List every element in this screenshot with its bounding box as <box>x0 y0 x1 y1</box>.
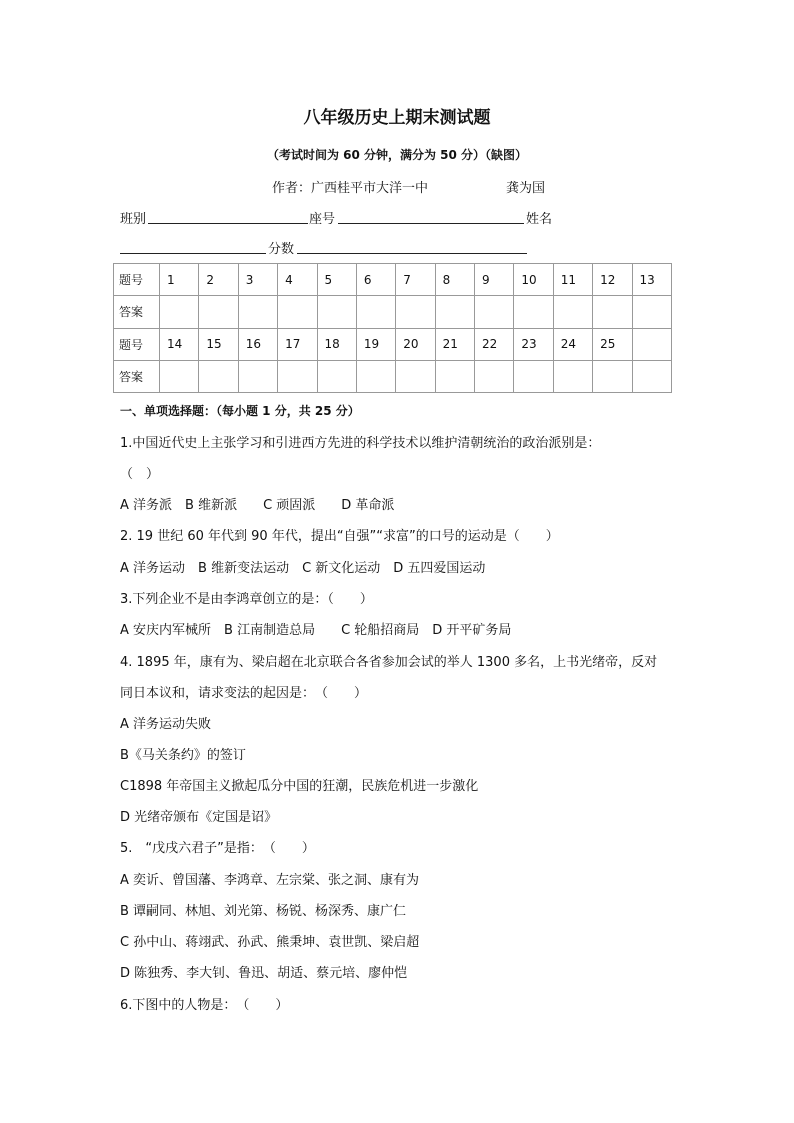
question-number: 22 <box>475 328 514 360</box>
answer-cell[interactable] <box>317 296 356 328</box>
answer-cell[interactable] <box>278 296 317 328</box>
question-4-option-d: D 光绪帝颁布《定国是诏》 <box>120 810 278 825</box>
seat-blank[interactable] <box>338 223 524 224</box>
question-4-option-a: A 洋务运动失败 <box>120 717 212 732</box>
answer-cell[interactable] <box>238 360 277 392</box>
answer-table <box>113 263 672 393</box>
question-3-stem: 3.下列企业不是由李鸿章创立的是：（ ） <box>120 592 373 607</box>
question-number: 17 <box>278 328 317 360</box>
seat-label: 座号 <box>309 212 336 227</box>
question-5-option-d: D 陈独秀、李大钊、鲁迅、胡适、蔡元培、廖仲恺 <box>120 966 408 981</box>
question-number: 2 <box>199 264 238 296</box>
question-number: 8 <box>435 264 474 296</box>
question-number: 23 <box>514 328 553 360</box>
name-blank[interactable] <box>120 253 266 254</box>
author-school: 作者：广西桂平市大洋一中 <box>272 181 429 196</box>
question-3-options: A 安庆内军械所 B 江南制造总局 C 轮船招商局 D 开平矿务局 <box>120 623 512 638</box>
question-5-option-c: C 孙中山、蒋翊武、孙武、熊秉坤、袁世凯、梁启超 <box>120 935 420 950</box>
question-5-option-b: B 谭嗣同、林旭、刘光第、杨锐、杨深秀、康广仁 <box>120 904 407 919</box>
author-name: 龚为国 <box>506 181 546 196</box>
question-5-stem: 5. “戊戌六君子”是指： （ ） <box>120 841 315 856</box>
question-number: 16 <box>238 328 277 360</box>
row-label: 题号 <box>114 328 160 360</box>
answer-cell[interactable] <box>593 296 632 328</box>
answer-cell[interactable] <box>514 360 553 392</box>
row-label: 题号 <box>114 264 160 296</box>
section-heading: 一、单项选择题：（每小题 1 分，共 25 分） <box>120 404 360 418</box>
answer-cell[interactable] <box>317 360 356 392</box>
answer-cell[interactable] <box>396 360 435 392</box>
question-number: 4 <box>278 264 317 296</box>
question-2-options: A 洋务运动 B 维新变法运动 C 新文化运动 D 五四爱国运动 <box>120 561 486 576</box>
question-1-paren: （ ） <box>120 467 160 482</box>
question-number: 24 <box>553 328 592 360</box>
table-row <box>114 360 672 392</box>
question-4-stem-line1: 4. 1895 年，康有为、梁启超在北京联合各省参加会试的举人 1300 多名，上书光绪帝，反对 <box>120 655 658 670</box>
answer-cell[interactable] <box>396 296 435 328</box>
question-number: 7 <box>396 264 435 296</box>
page-title: 八年级历史上期末测试题 <box>303 108 491 128</box>
question-1-options: A 洋务派 B 维新派 C 顽固派 D 革命派 <box>120 498 395 513</box>
question-number: 12 <box>593 264 632 296</box>
question-number: 11 <box>553 264 592 296</box>
score-blank[interactable] <box>297 253 527 254</box>
answer-cell[interactable] <box>553 360 592 392</box>
question-2-stem: 2. 19 世纪 60 年代到 90 年代，提出“自强”“求富”的口号的运动是（ ） <box>120 529 559 544</box>
question-number: 20 <box>396 328 435 360</box>
answer-cell[interactable] <box>475 296 514 328</box>
answer-cell[interactable] <box>356 360 395 392</box>
question-number: 19 <box>356 328 395 360</box>
answer-cell[interactable] <box>435 296 474 328</box>
empty-cell <box>632 328 672 360</box>
class-blank[interactable] <box>148 223 308 224</box>
question-number: 13 <box>632 264 672 296</box>
answer-cell[interactable] <box>475 360 514 392</box>
table-row <box>114 296 672 328</box>
score-label: 分数 <box>268 242 295 257</box>
table-row <box>114 328 672 360</box>
answer-cell[interactable] <box>356 296 395 328</box>
author-line <box>272 177 545 196</box>
answer-cell[interactable] <box>593 360 632 392</box>
question-5-option-a: A 奕䜣、曾国藩、李鸿章、左宗棠、张之洞、康有为 <box>120 873 420 888</box>
name-label: 姓名 <box>526 212 553 227</box>
question-number: 3 <box>238 264 277 296</box>
answer-cell[interactable] <box>199 296 238 328</box>
answer-cell[interactable] <box>632 296 672 328</box>
question-number: 6 <box>356 264 395 296</box>
question-4-option-b: B《马关条约》的签订 <box>120 748 246 763</box>
question-number: 21 <box>435 328 474 360</box>
question-4-stem-line2: 同日本议和，请求变法的起因是： （ ） <box>120 686 368 701</box>
answer-cell[interactable] <box>160 296 199 328</box>
question-number: 15 <box>199 328 238 360</box>
row-label: 答案 <box>114 296 160 328</box>
answer-cell[interactable] <box>514 296 553 328</box>
answer-cell[interactable] <box>435 360 474 392</box>
question-number: 9 <box>475 264 514 296</box>
answer-cell[interactable] <box>160 360 199 392</box>
answer-cell[interactable] <box>278 360 317 392</box>
question-number: 10 <box>514 264 553 296</box>
question-1-stem: 1.中国近代史上主张学习和引进西方先进的科学技术以维护清朝统治的政治派别是： <box>120 436 601 451</box>
class-label: 班别 <box>120 212 147 227</box>
question-number: 5 <box>317 264 356 296</box>
question-number: 1 <box>160 264 199 296</box>
answer-cell[interactable] <box>238 296 277 328</box>
exam-subtitle: （考试时间为 60 分钟，满分为 50 分）（缺图） <box>266 148 528 162</box>
question-4-option-c: C1898 年帝国主义掀起瓜分中国的狂潮，民族危机进一步激化 <box>120 779 479 794</box>
answer-cell <box>632 360 672 392</box>
answer-cell[interactable] <box>553 296 592 328</box>
answer-cell[interactable] <box>199 360 238 392</box>
question-number: 18 <box>317 328 356 360</box>
table-row <box>114 264 672 296</box>
question-6-stem: 6.下图中的人物是： （ ） <box>120 998 289 1013</box>
row-label: 答案 <box>114 360 160 392</box>
question-number: 25 <box>593 328 632 360</box>
question-number: 14 <box>160 328 199 360</box>
